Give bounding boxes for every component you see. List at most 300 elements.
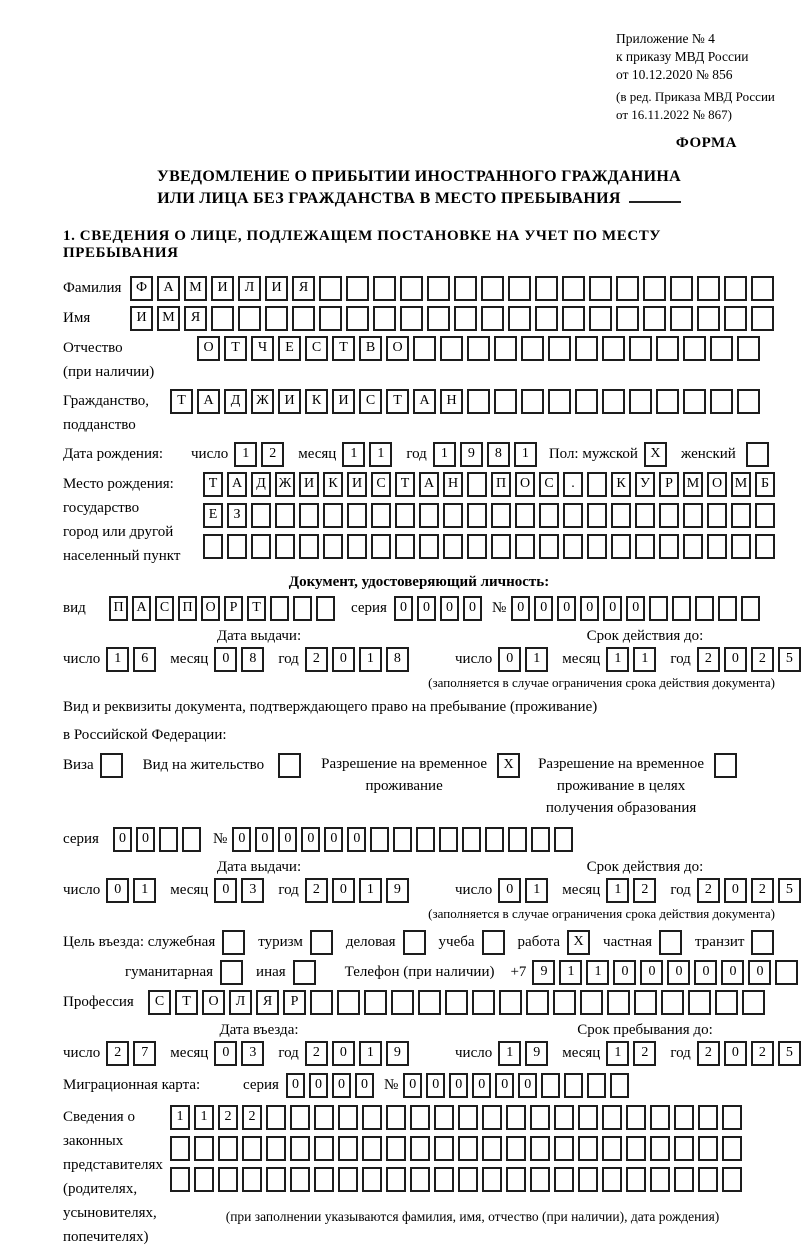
- section1-heading: 1. СВЕДЕНИЯ О ЛИЦЕ, ПОДЛЕЖАЩЕМ ПОСТАНОВКЕ НА УЧЕТ ПО МЕСТУ ПРЕБЫВАНИЯ: [63, 227, 661, 261]
- form-cell: [506, 1105, 526, 1130]
- form-cell: 0: [580, 596, 599, 621]
- form-cell: [440, 336, 463, 361]
- year-label: год: [406, 446, 427, 463]
- form-cell: [445, 990, 468, 1015]
- form-cell: 1: [633, 647, 656, 672]
- form-cell: [314, 1105, 334, 1130]
- iddoc-valid-year-cells: [697, 647, 805, 672]
- form-cell: [589, 276, 612, 301]
- year-label: год: [278, 651, 299, 668]
- form-cell: 5: [778, 878, 801, 903]
- form-cell: 0: [332, 1073, 351, 1098]
- form-cell: К: [611, 472, 631, 497]
- form-cell: [697, 276, 720, 301]
- form-cell: 0: [136, 827, 155, 852]
- form-cell: [386, 1167, 406, 1192]
- form-cell: М: [157, 306, 180, 331]
- iddoc-date-headers: [63, 621, 775, 647]
- stay-until-date: [455, 1041, 805, 1066]
- rvp-label: [321, 753, 487, 797]
- resdoc-valid-until-date: [455, 878, 805, 903]
- form-cell: .: [563, 472, 583, 497]
- form-word: ФОРМА: [675, 134, 737, 151]
- surname-cells: [130, 276, 778, 301]
- form-cell: [674, 1167, 694, 1192]
- birthdate-row: [63, 442, 775, 467]
- form-cell: [530, 1136, 550, 1161]
- name-row: [63, 306, 775, 331]
- form-cell: [323, 503, 343, 528]
- form-cell: У: [635, 472, 655, 497]
- form-cell: [563, 503, 583, 528]
- form-cell: 2: [633, 878, 656, 903]
- form-cell: [462, 827, 481, 852]
- form-cell: [170, 1136, 190, 1161]
- birthplace-cells-row1: [203, 472, 779, 497]
- form-cell: И: [332, 389, 355, 414]
- month-label: месяц: [562, 882, 601, 899]
- form-cell: [275, 503, 295, 528]
- birthplace-label-line3: город или другой: [63, 523, 174, 540]
- form-cell: В: [359, 336, 382, 361]
- form-cell: Р: [224, 596, 243, 621]
- form-cell: 0: [232, 827, 251, 852]
- form-cell: [491, 534, 511, 559]
- form-cell: [299, 503, 319, 528]
- form-cell: И: [278, 389, 301, 414]
- form-title: [63, 166, 775, 210]
- form-cell: [661, 990, 684, 1015]
- purpose-study-checkbox: [482, 930, 509, 955]
- form-cell: [222, 930, 245, 955]
- form-cell: [427, 306, 450, 331]
- form-cell: [400, 306, 423, 331]
- form-cell: Ф: [130, 276, 153, 301]
- form-cell: 9: [460, 442, 483, 467]
- purpose-other-label: иная: [256, 964, 286, 981]
- form-cell: М: [683, 472, 703, 497]
- form-cell: С: [155, 596, 174, 621]
- form-cell: [526, 990, 549, 1015]
- form-cell: [554, 1105, 574, 1130]
- form-cell: И: [299, 472, 319, 497]
- resdoc-issue-year-cells: [305, 878, 413, 903]
- day-label: число: [63, 1045, 101, 1062]
- form-cell: [293, 596, 312, 621]
- rvp-education-checkbox: [714, 753, 741, 778]
- form-cell: [278, 753, 301, 778]
- form-cell: 0: [332, 647, 355, 672]
- form-cell: [548, 336, 571, 361]
- form-cell: [485, 827, 504, 852]
- form-cell: [427, 276, 450, 301]
- form-cell: 1: [369, 442, 392, 467]
- form-cell: О: [201, 596, 220, 621]
- entry-date-headers: [63, 1015, 775, 1041]
- form-cell: [494, 336, 517, 361]
- form-cell: [506, 1167, 526, 1192]
- form-cell: Л: [238, 276, 261, 301]
- form-cell: 1: [106, 647, 129, 672]
- form-cell: 9: [532, 960, 555, 985]
- form-cell: И: [130, 306, 153, 331]
- form-cell: Д: [224, 389, 247, 414]
- day-label: число: [191, 446, 229, 463]
- rvp-education-label: [538, 753, 704, 819]
- form-cell: О: [386, 336, 409, 361]
- form-cell: 0: [518, 1073, 537, 1098]
- form-cell: [530, 1167, 550, 1192]
- form-cell: [292, 306, 315, 331]
- form-cell: 1: [498, 1041, 521, 1066]
- birthplace-label-line1: Место рождения:: [63, 475, 174, 492]
- profession-cells: [148, 990, 769, 1015]
- form-cell: [499, 990, 522, 1015]
- form-cell: [218, 1136, 238, 1161]
- form-cell: [751, 306, 774, 331]
- form-cell: 1: [606, 647, 629, 672]
- form-cell: 0: [403, 1073, 422, 1098]
- name-label: Имя: [63, 310, 91, 327]
- purpose-work-label: работа: [517, 934, 561, 951]
- purpose-humanitarian-checkbox: [220, 960, 247, 985]
- form-cell: [650, 1167, 670, 1192]
- residence-doc-line2: в Российской Федерации:: [63, 726, 227, 743]
- form-cell: [659, 930, 682, 955]
- form-cell: [626, 1105, 646, 1130]
- form-cell: 2: [242, 1105, 262, 1130]
- form-cell: [539, 534, 559, 559]
- form-cell: Т: [395, 472, 415, 497]
- birthplace-cells-row2: [203, 503, 779, 528]
- form-cell: 0: [106, 878, 129, 903]
- entry-purpose-row: [63, 930, 775, 955]
- form-cell: [395, 534, 415, 559]
- surname-row: [63, 276, 775, 301]
- form-cell: [626, 1167, 646, 1192]
- resdoc-valid-month-cells: [606, 878, 660, 903]
- birthplace-cell-rows: [203, 472, 779, 564]
- form-cell: [419, 503, 439, 528]
- form-cell: 0: [332, 878, 355, 903]
- form-cell: [683, 336, 706, 361]
- form-cell: [227, 534, 247, 559]
- form-cell: [418, 990, 441, 1015]
- form-cell: [293, 960, 316, 985]
- form-cell: [602, 336, 625, 361]
- form-cell: М: [184, 276, 207, 301]
- form-cell: А: [419, 472, 439, 497]
- form-cell: [400, 276, 423, 301]
- edition-line: (в ред. Приказа МВД России: [616, 89, 775, 105]
- form-cell: 2: [305, 647, 328, 672]
- rvp-checkbox: [497, 753, 524, 778]
- form-cell: [458, 1105, 478, 1130]
- form-cell: 6: [133, 647, 156, 672]
- iddoc-issue-date-label: Дата выдачи:: [216, 627, 302, 644]
- citizenship-cells: [170, 389, 764, 414]
- form-cell: [443, 503, 463, 528]
- form-cell: [710, 389, 733, 414]
- form-cell: С: [359, 389, 382, 414]
- form-cell: [467, 503, 487, 528]
- purpose-official-label: Цель въезда: служебная: [63, 934, 216, 951]
- form-cell: [434, 1136, 454, 1161]
- form-cell: 0: [721, 960, 744, 985]
- appendix-line: от 10.12.2020 № 856: [616, 66, 733, 82]
- residence-doc-series-row: [63, 827, 775, 852]
- iddoc-issue-month-cells: [214, 647, 268, 672]
- form-cell: [454, 306, 477, 331]
- form-cell: А: [197, 389, 220, 414]
- sex-male-checkbox: [644, 442, 671, 467]
- rvp-education-label-line3: получения образования: [545, 799, 697, 816]
- form-cell: 0: [355, 1073, 374, 1098]
- form-cell: О: [197, 336, 220, 361]
- form-cell: [553, 990, 576, 1015]
- form-cell: 9: [386, 878, 409, 903]
- form-cell: 0: [463, 596, 482, 621]
- form-cell: [265, 306, 288, 331]
- form-cell: [251, 534, 271, 559]
- iddoc-valid-month-cells: [606, 647, 660, 672]
- form-cell: [611, 503, 631, 528]
- form-cell: [364, 990, 387, 1015]
- form-cell: [238, 306, 261, 331]
- entry-year-cells: [305, 1041, 413, 1066]
- form-cell: [391, 990, 414, 1015]
- form-cell: [266, 1105, 286, 1130]
- form-cell: [370, 827, 389, 852]
- year-label: год: [278, 882, 299, 899]
- form-cell: [724, 306, 747, 331]
- form-cell: [683, 389, 706, 414]
- form-cell: 2: [218, 1105, 238, 1130]
- number-label: №: [383, 1077, 399, 1094]
- form-cell: [371, 534, 391, 559]
- form-cell: 0: [511, 596, 530, 621]
- form-cell: [100, 753, 123, 778]
- profession-label: Профессия: [63, 994, 134, 1011]
- form-cell: [722, 1136, 742, 1161]
- rvp-education-label-line1: Разрешение на временное: [538, 755, 705, 772]
- form-cell: 2: [305, 878, 328, 903]
- form-cell: 0: [472, 1073, 491, 1098]
- form-cell: [775, 960, 798, 985]
- form-cell: И: [211, 276, 234, 301]
- form-cell: [386, 1105, 406, 1130]
- form-cell: [251, 503, 271, 528]
- form-cell: 1: [525, 878, 548, 903]
- migration-card-label: Миграционная карта:: [63, 1077, 201, 1094]
- form-cell: [731, 534, 751, 559]
- form-cell: Т: [175, 990, 198, 1015]
- form-cell: [722, 1167, 742, 1192]
- form-cell: [751, 930, 774, 955]
- form-cell: [629, 336, 652, 361]
- patronymic-label-line1: Отчество: [63, 339, 123, 356]
- birthplace-label-line4: населенный пункт: [63, 547, 181, 564]
- form-cell: [554, 1167, 574, 1192]
- form-cell: А: [227, 472, 247, 497]
- form-cell: X: [497, 753, 520, 778]
- form-cell: [698, 1167, 718, 1192]
- form-cell: 1: [234, 442, 257, 467]
- form-cell: 0: [255, 827, 274, 852]
- profession-row: [63, 990, 775, 1015]
- form-cell: [539, 503, 559, 528]
- form-cell: [413, 336, 436, 361]
- entry-day-cells: [106, 1041, 160, 1066]
- form-cell: [481, 276, 504, 301]
- form-cell: З: [227, 503, 247, 528]
- resdoc-date-values: [63, 878, 793, 903]
- month-label: месяц: [298, 446, 337, 463]
- form-cell: [742, 990, 765, 1015]
- form-cell: 0: [498, 878, 521, 903]
- form-cell: 0: [278, 827, 297, 852]
- form-title-line2-text: ИЛИ ЛИЦА БЕЗ ГРАЖДАНСТВА В МЕСТО ПРЕБЫВАНИЯ: [157, 190, 621, 208]
- form-cell: 0: [534, 596, 553, 621]
- form-cell: О: [202, 990, 225, 1015]
- form-cell: [714, 753, 737, 778]
- blank-line: [629, 187, 681, 203]
- residence-doc-line1: Вид и реквизиты документа, подтверждающего право на пребывание (проживание): [63, 698, 598, 715]
- form-cell: Я: [256, 990, 279, 1015]
- form-cell: [290, 1105, 310, 1130]
- residence-permit-checkbox: [278, 753, 305, 778]
- form-cell: [515, 534, 535, 559]
- form-cell: П: [109, 596, 128, 621]
- resdoc-issue-date: [63, 878, 455, 903]
- form-cell: Д: [251, 472, 271, 497]
- form-cell: [578, 1105, 598, 1130]
- form-cell: [683, 534, 703, 559]
- form-cell: 0: [694, 960, 717, 985]
- form-cell: 0: [394, 596, 413, 621]
- form-cell: [443, 534, 463, 559]
- form-cell: 0: [613, 960, 636, 985]
- purpose-study-label: учеба: [438, 934, 475, 951]
- form-cell: С: [539, 472, 559, 497]
- appendix-block: [616, 30, 786, 123]
- form-cell: 2: [751, 647, 774, 672]
- form-cell: 0: [286, 1073, 305, 1098]
- day-label: число: [455, 651, 493, 668]
- form-cell: 0: [640, 960, 663, 985]
- form-cell: [314, 1167, 334, 1192]
- form-cell: [635, 534, 655, 559]
- form-cell: [338, 1105, 358, 1130]
- form-cell: [337, 990, 360, 1015]
- entry-date-values: [63, 1041, 793, 1066]
- form-cell: [508, 276, 531, 301]
- form-title-line2: [63, 187, 775, 210]
- form-cell: [575, 389, 598, 414]
- series-label: серия: [63, 831, 99, 848]
- sex-female-checkbox: [746, 442, 773, 467]
- stay-until-label: Срок пребывания до:: [577, 1021, 713, 1038]
- form-cell: [580, 990, 603, 1015]
- citizenship-label: [63, 389, 170, 437]
- form-cell: 2: [261, 442, 284, 467]
- form-cell: [338, 1136, 358, 1161]
- citizenship-row: [63, 389, 775, 437]
- form-cell: [194, 1136, 214, 1161]
- form-cell: [319, 276, 342, 301]
- form-cell: Е: [278, 336, 301, 361]
- form-cell: [650, 1136, 670, 1161]
- form-cell: И: [347, 472, 367, 497]
- form-cell: [218, 1167, 238, 1192]
- form-cell: 0: [495, 1073, 514, 1098]
- form-cell: [410, 1136, 430, 1161]
- representatives-label: [63, 1105, 170, 1249]
- form-cell: [275, 534, 295, 559]
- form-cell: 2: [751, 878, 774, 903]
- month-label: месяц: [562, 651, 601, 668]
- representatives-label-line1: Сведения о: [63, 1108, 135, 1125]
- form-cell: [670, 306, 693, 331]
- form-cell: 0: [417, 596, 436, 621]
- form-cell: [722, 1105, 742, 1130]
- surname-label: Фамилия: [63, 280, 122, 297]
- form-cell: [220, 960, 243, 985]
- form-cell: [602, 1105, 622, 1130]
- form-cell: 0: [724, 878, 747, 903]
- representatives-note: (при заполнении указываются фамилия, имя, отчество (при наличии), дата рождения): [225, 1208, 720, 1224]
- form-cell: [602, 1167, 622, 1192]
- form-cell: 8: [487, 442, 510, 467]
- form-cell: [362, 1105, 382, 1130]
- resdoc-date-headers: [63, 852, 775, 878]
- form-cell: Т: [170, 389, 193, 414]
- form-cell: [323, 534, 343, 559]
- form-cell: С: [148, 990, 171, 1015]
- form-cell: [698, 1136, 718, 1161]
- form-cell: 9: [386, 1041, 409, 1066]
- form-cell: [482, 930, 505, 955]
- form-cell: 1: [514, 442, 537, 467]
- iddoc-date-values: [63, 647, 793, 672]
- form-cell: [439, 827, 458, 852]
- purpose-other-checkbox: [293, 960, 320, 985]
- representatives-label-line4: (родителях,: [63, 1180, 138, 1197]
- month-label: месяц: [170, 1045, 209, 1062]
- form-cell: [467, 336, 490, 361]
- year-label: год: [670, 651, 691, 668]
- entry-date: [63, 1041, 455, 1066]
- form-cell: [602, 389, 625, 414]
- doc-kind-cells: [109, 596, 339, 621]
- phone-row: [63, 960, 775, 985]
- form-cell: [531, 827, 550, 852]
- form-cell: [458, 1167, 478, 1192]
- form-cell: [310, 930, 333, 955]
- mcard-number-cells: [403, 1073, 633, 1098]
- form-cell: [530, 1105, 550, 1130]
- form-cell: [170, 1167, 190, 1192]
- form-cell: Е: [203, 503, 223, 528]
- form-cell: [314, 1136, 334, 1161]
- form-cell: 1: [194, 1105, 214, 1130]
- patronymic-cells: [197, 336, 764, 361]
- form-cell: 0: [724, 647, 747, 672]
- form-cell: 0: [426, 1073, 445, 1098]
- form-cell: [751, 276, 774, 301]
- form-cell: 2: [106, 1041, 129, 1066]
- day-label: число: [63, 882, 101, 899]
